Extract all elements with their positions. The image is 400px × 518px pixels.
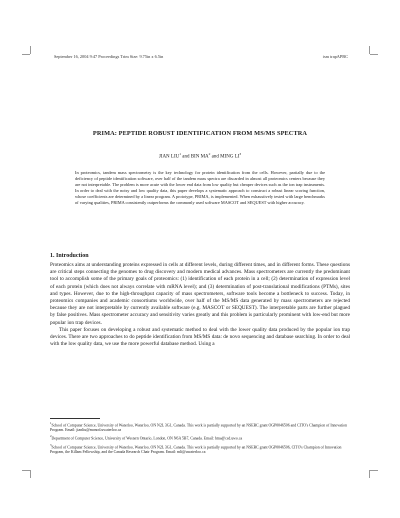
running-head-right: ism trapAPBC — [322, 54, 348, 59]
crop-mark — [370, 470, 378, 471]
abstract: In proteomics, tandem mass spectrometry is the key technology for protein identification from the cells. However, partially due to the deficiency of peptide identification software, over half of the tandem mass spectra are discarded in almost all proteomics centers because they are not interpretable. The problem is more acute with the lower end data from low quality but cheaper devices such as the ion trap instruments. In order to deal with the noisy and low quality data, this paper develops a systematic approach to construct a robust linear scoring function, whose coefficients are determined by a linear program. A prototype, PRIMA, is implemented. When exhaustively tested with large benchmarks of varying qualities, PRIMA consistently outperforms the commonly used software MASCOT and SEQUEST with higher accuracy. — [75, 170, 325, 206]
footnote-mark: 2 — [50, 434, 52, 439]
footnote-text: Department of Computer Science, University of Western Ontario, London, ON N6A 5B7, Canada. Email: bma@csd.uwo.ca — [51, 436, 243, 441]
paper-title: PRIMA: PEPTIDE ROBUST IDENTIFICATION FROM MS/MS SPECTRA — [92, 130, 308, 137]
footnote-mark: 3 — [50, 442, 52, 447]
author-line — [50, 152, 350, 160]
body-text — [50, 262, 350, 348]
crop-mark — [30, 470, 31, 478]
affil-mark: 1 — [179, 152, 181, 156]
affil-mark: 2 — [208, 152, 211, 156]
author-and: and BIN MA — [182, 154, 209, 160]
author-liu: JIAN LIU — [158, 154, 180, 160]
footnote — [50, 421, 350, 433]
running-head-left: September 16, 2004 9:47 Proceedings Trim Size: 9.75in x 6.5in — [54, 54, 164, 59]
footnote-mark: 1 — [50, 421, 52, 425]
affil-mark: 3 — [239, 152, 242, 156]
footnote — [50, 443, 350, 455]
crop-mark — [22, 470, 30, 471]
footnote-text: School of Computer Science, University of Waterloo, Waterloo, ON N2L 3G1, Canada. This work is partially supported by an NSERC grant OGP0046506 and CITO's Champion of Innovation Program. Email: jianliu@monod.uwaterloo.ca — [50, 423, 347, 433]
author-and: and MING LI — [211, 154, 240, 160]
footnote-rule — [50, 418, 100, 419]
crop-mark — [22, 54, 30, 55]
paragraph: Proteomics aims at understanding proteins expressed in cells at different levels, during different times, and in different forms. These questions are critical steps connecting the genomes to drug discovery and modern medical advances. Mass spectrometers are currently the predominant tool to accomplish some of the primary goals of proteomics: (1) identification of each protein in a cell; (2) determination of expression level of each protein (which does not always correlate with mRNA level); and (3) determination of post-translational modifications (PTMs), sites and types. However, due to the high-throughput capacity of mass spectrometers, software tools become a bottleneck to success. Today, in proteomics companies and academic consortiums worldwide, over half of the MS/MS data generated by mass spectrometers are rejected because they are not interpretable by currently available software (e.g. MASCOT or SEQUEST). The interpretable parts are further plagued by false positives. Mass spectrometer accuracy and sensitivity varies greatly and this problem is particularly prominent with low-end but more popular ion trap devices. — [50, 262, 350, 326]
crop-mark — [30, 46, 31, 54]
paragraph: This paper focuses on developing a robust and systematic method to deal with the lower quality data produced by the popular ion trap devices. There are two approaches to do peptide identification from MS/MS data: de novo sequencing and database searching. In order to deal with the low quality data, we use the more powerful database method. Using a — [50, 326, 350, 348]
footnote — [50, 434, 350, 441]
crop-mark — [369, 46, 370, 54]
section-heading: 1. Introduction — [50, 253, 89, 259]
footnote-text: School of Computer Science, University of Waterloo, Waterloo, ON N2L 3G1, Canada. This work is partially supported by an NSERC grant OGP0046506, CITO's Champion of Innovation Program, the Killam Fellowship, and the Canada Research Chair Program. Email: mli@uwaterloo.ca — [50, 445, 342, 455]
footnotes — [50, 421, 350, 456]
crop-mark — [369, 470, 370, 478]
crop-mark — [370, 54, 378, 55]
